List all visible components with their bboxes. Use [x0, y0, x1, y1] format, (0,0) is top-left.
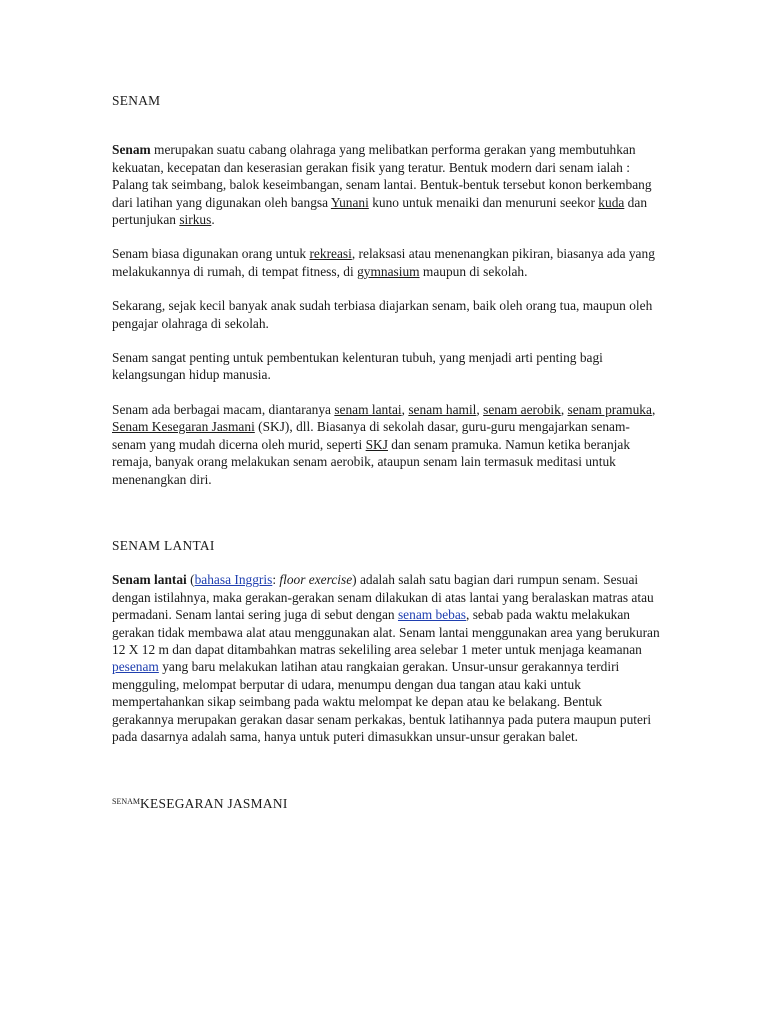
paragraph-text: (SKJ), dll. Biasanya di sekolah dasar, guru-guru mengajarkan senam-senam yang mudah dicerna oleh murid, seperti	[112, 419, 630, 452]
link-senam-kesegaran-jasmani[interactable]: Senam Kesegaran Jasmani	[112, 419, 255, 435]
term-senam: Senam	[112, 142, 151, 158]
paragraph-text: ,	[401, 401, 409, 417]
link-sirkus[interactable]: sirkus	[179, 212, 212, 228]
paragraph-types	[112, 401, 660, 488]
paragraph-definition	[112, 141, 660, 228]
paragraph-importance: Senam sangat penting untuk pembentukan kelenturan tubuh, yang menjadi arti penting bagi kelangsungan hidup manusia.	[112, 350, 603, 383]
paragraph-text: kuno untuk menaiki dan menuruni seekor	[368, 194, 599, 210]
paragraph-usage	[112, 245, 660, 280]
paragraph-text: ,	[560, 401, 568, 417]
paragraph-children: Sekarang, sejak kecil banyak anak sudah terbiasa diajarkan senam, baik oleh orang tua, maupun oleh pengajar olahraga di sekolah.	[112, 298, 653, 331]
link-senam-pramuka[interactable]: senam pramuka	[567, 401, 652, 417]
heading-prefix-small: SENAM	[112, 797, 141, 807]
paragraph-text: , relaksasi atau menenangkan pikiran, biasanya ada yang melakukannya di rumah, di tempat fitness, di	[112, 246, 655, 279]
paragraph-text: ,	[476, 401, 484, 417]
heading-main-text: KESEGARAN JASMANI	[140, 796, 288, 812]
paragraph-text: Senam biasa digunakan orang untuk	[112, 246, 310, 262]
link-gymnasium[interactable]: gymnasium	[357, 263, 420, 279]
link-senam-bebas[interactable]: senam bebas	[397, 607, 467, 623]
paragraph-text: :	[272, 572, 280, 588]
paragraph-text: (	[186, 572, 195, 588]
paragraph-text: , sebab pada waktu melakukan gerakan tidak membawa alat atau menggunakan alat. Senam lantai menggunakan area yang berukuran 12 X 12 m dan dapat ditambahkan matras sekeliling area selebar 1 meter untuk menjaga keamanan	[112, 607, 660, 657]
term-senam-lantai: Senam lantai	[112, 572, 187, 588]
paragraph-text: dan senam pramuka. Namun ketika beranjak remaja, banyak orang melakukan senam aerobik, ataupun senam lain termasuk meditasi untuk menenangkan diri.	[112, 436, 631, 487]
document-body	[112, 92, 660, 813]
heading-senam: SENAM	[112, 93, 161, 108]
paragraph-text: ) adalah salah satu bagian dari rumpun senam. Sesuai dengan istilahnya, maka gerakan-gerakan senam dilakukan di atas lantai yang beralaskan matras atau permadani. Senam lantai sering juga di sebut dengan	[112, 572, 654, 623]
paragraph-text: ,	[651, 401, 656, 417]
term-floor-exercise: floor exercise	[279, 572, 353, 588]
heading-senam-kesegaran-jasmani	[112, 793, 660, 812]
paragraph-text: dan pertunjukan	[112, 194, 648, 228]
paragraph-senam-lantai	[112, 571, 660, 745]
link-bahasa-inggris[interactable]: bahasa Inggris	[194, 572, 273, 588]
link-senam-lantai[interactable]: senam lantai	[334, 401, 402, 417]
paragraph-text: Senam ada berbagai macam, diantaranya	[112, 401, 335, 417]
link-skj[interactable]: SKJ	[365, 436, 388, 452]
paragraph-text: maupun di sekolah.	[419, 263, 528, 279]
link-senam-hamil[interactable]: senam hamil	[408, 401, 477, 417]
paragraph-text: yang baru melakukan latihan atau rangkaian gerakan. Unsur-unsur gerakannya terdiri mengguling, melompat berputar di udara, menumpu dengan dua tangan atau kaki untuk mempertahankan sikap seimbang pada waktu melompat ke depan atau ke belakang. Bentuk gerakannya merupakan gerakan dasar senam perkakas, bentuk latihannya pada putera maupun puteri pada dasarnya adalah sama, hanya untuk puteri dimasukkan unsur-unsur gerakan balet.	[112, 659, 652, 744]
link-rekreasi[interactable]: rekreasi	[309, 246, 352, 262]
heading-senam-lantai: SENAM LANTAI	[112, 537, 215, 553]
paragraph-text: .	[211, 212, 215, 228]
link-pesenam[interactable]: pesenam	[112, 659, 159, 675]
link-senam-aerobik[interactable]: senam aerobik	[483, 401, 561, 417]
link-yunani[interactable]: Yunani	[330, 194, 369, 210]
link-kuda[interactable]: kuda	[598, 194, 625, 210]
paragraph-text: merupakan suatu cabang olahraga yang melibatkan performa gerakan yang membutuhkan kekuatan, kecepatan dan keserasian gerakan fisik yang teratur. Bentuk modern dari senam ialah : Palang tak seimbang, balok keseimbangan, senam lantai. Bentuk-bentuk tersebut konon berkembang dari latihan yang digunakan oleh bangsa	[112, 142, 652, 210]
